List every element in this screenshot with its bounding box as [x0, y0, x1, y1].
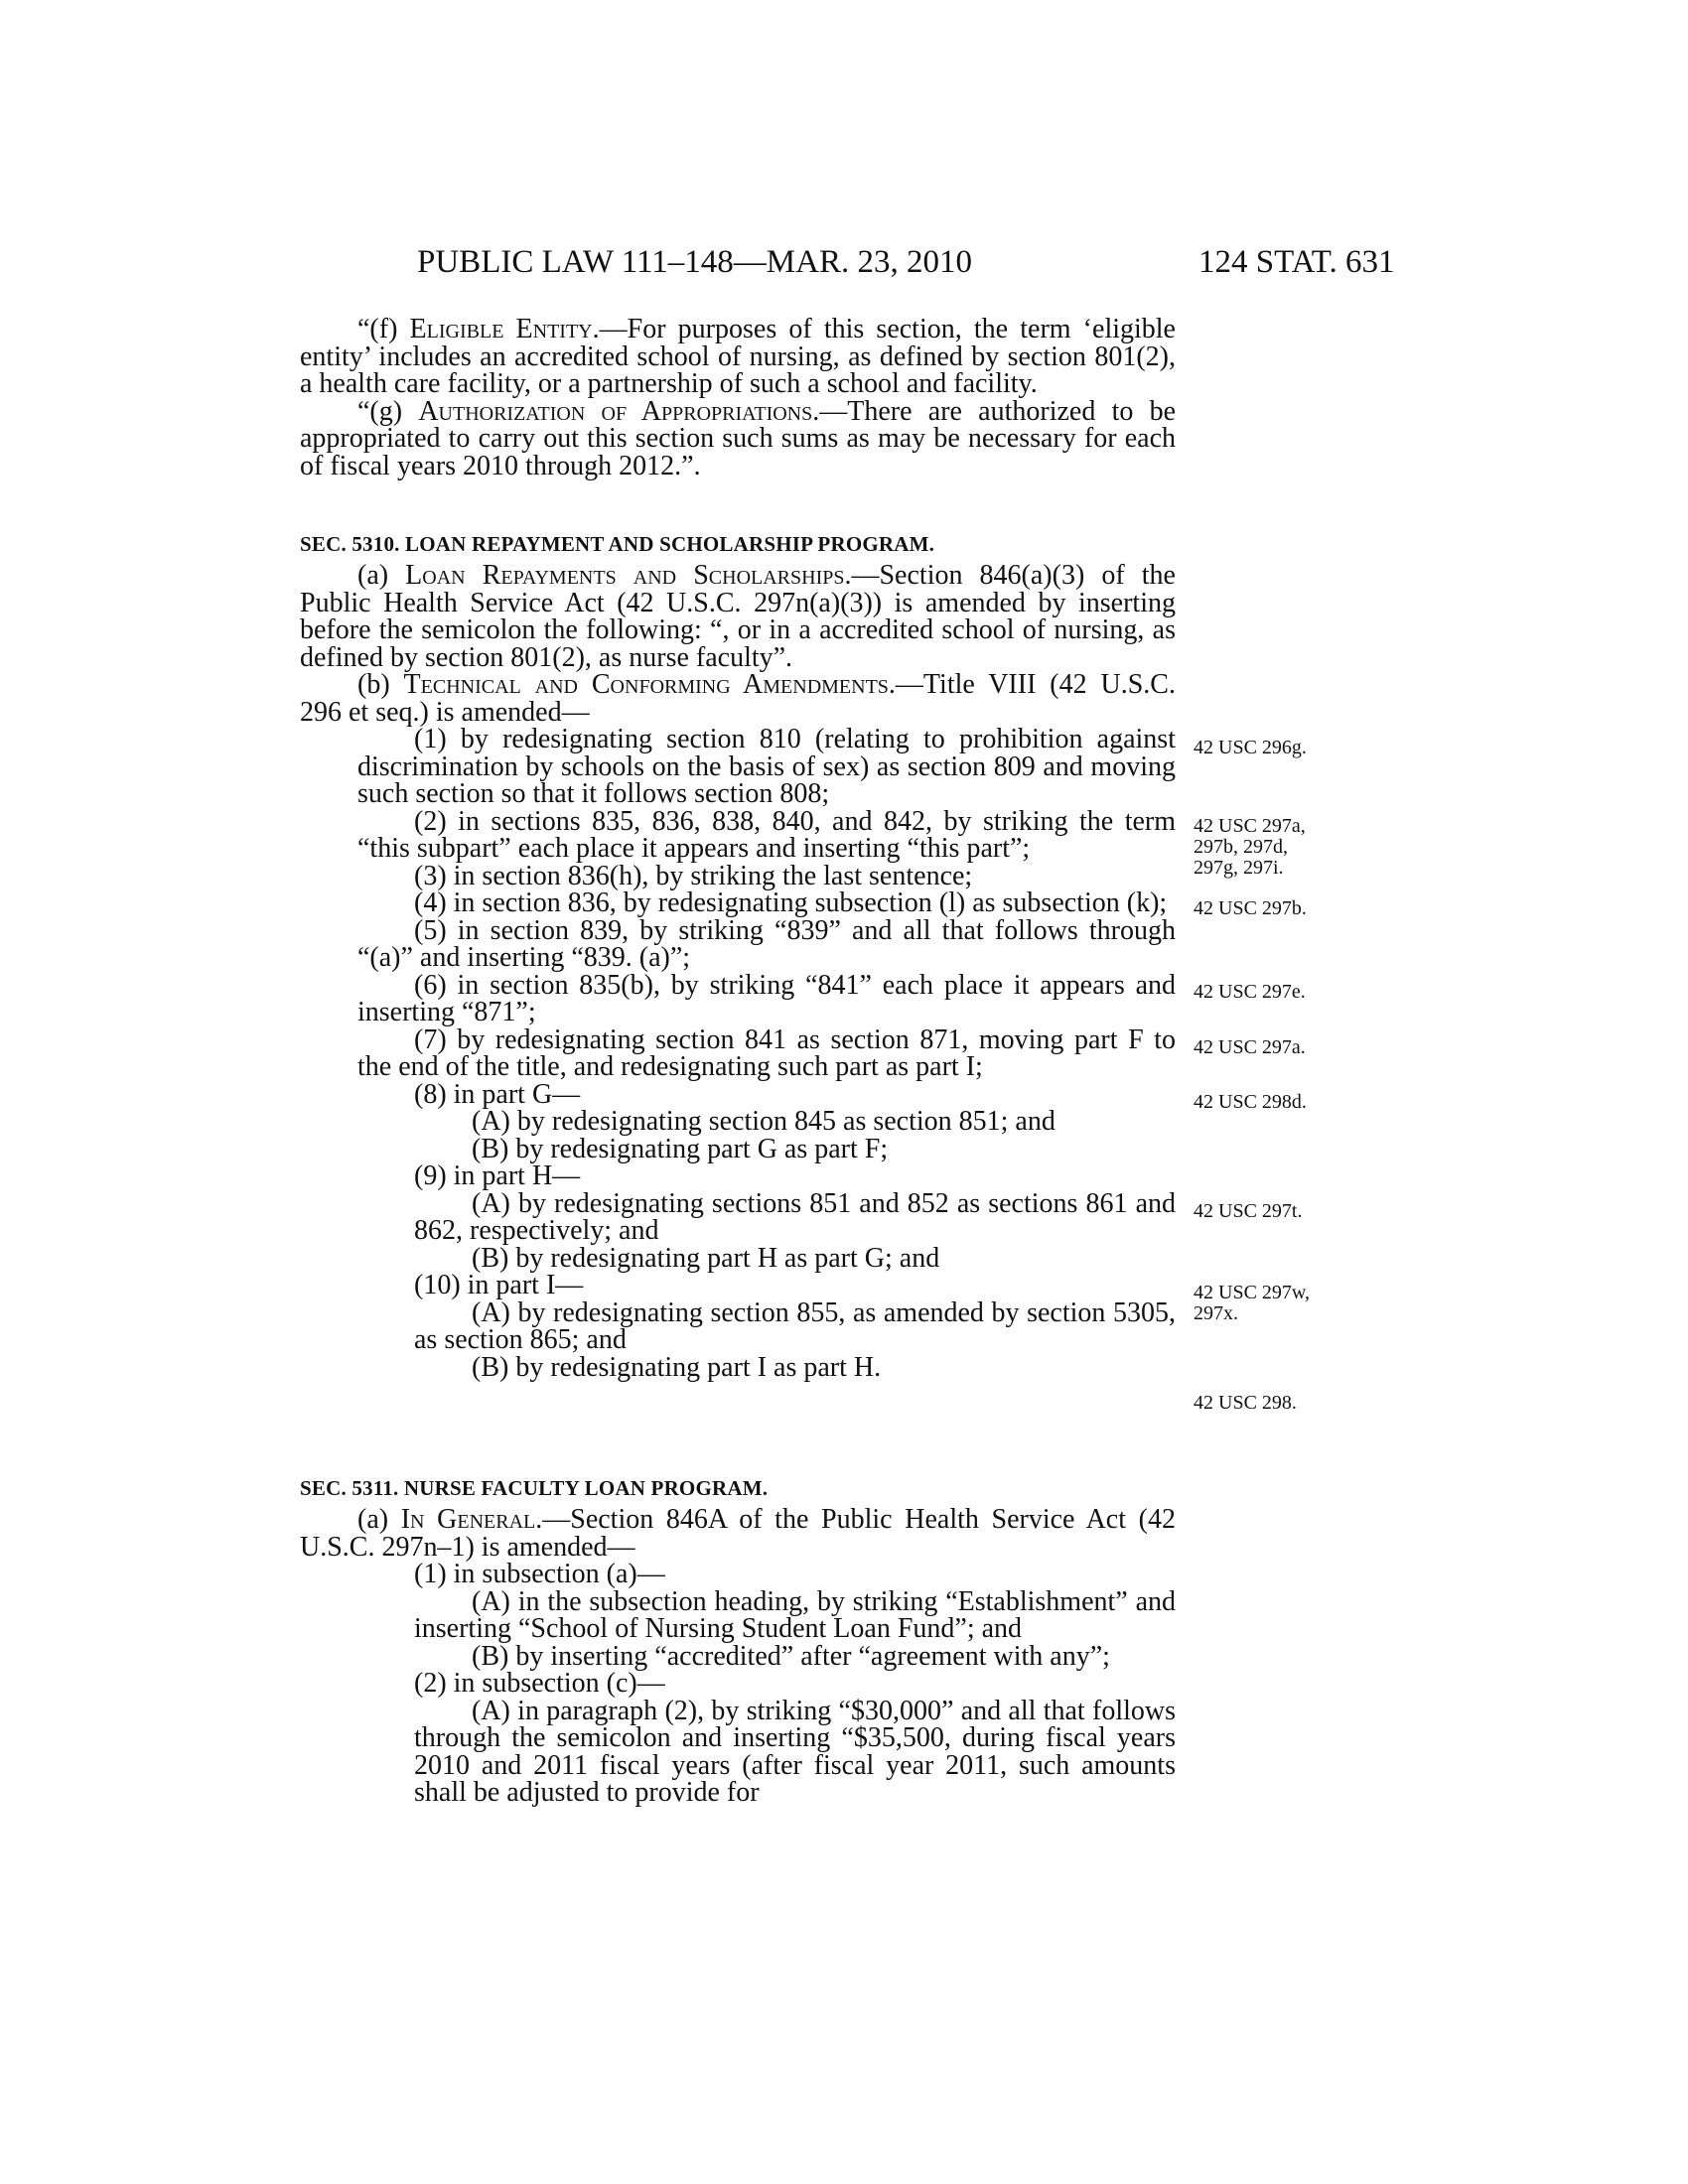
section-5311-heading: SEC. 5311. NURSE FACULTY LOAN PROGRAM. [300, 1476, 769, 1500]
paragraph-9-B: (B) by redesignating part H as part G; and [472, 1242, 940, 1274]
subsection-a: (a) Loan Repayments and Scholarships.—Section 846(a)(3) of the Public Health Service Act (42 U.S.C. 297n(a)(3)) is amended by inserting before the semicolon the following: “, or in a accredited school of nursing, as defined by section 801(2), as nurse faculty”. [300, 560, 1176, 673]
subsection-b: (b) Technical and Conforming Amendments.—Title VIII (42 U.S.C. 296 et seq.) is amended— [300, 669, 1176, 728]
margin-note: 42 USC 298. [1194, 1392, 1297, 1414]
section-5310-heading: SEC. 5310. LOAN REPAYMENT AND SCHOLARSHIP PROGRAM. [300, 532, 935, 556]
paragraph-2-5311: (2) in subsection (c)— [414, 1668, 665, 1699]
paragraph-10: (10) in part I— [414, 1270, 584, 1300]
page-stat-number: 124 STAT. 631 [1198, 244, 1395, 280]
margin-note: 42 USC 298d. [1194, 1091, 1307, 1113]
paragraph-2-A-5311: (A) in paragraph (2), by striking “$30,000” and all that follows through the semicolon and inserting “$35,500, during fiscal years 2010 and 2011 fiscal years (after fiscal year 2011, such amounts shall be adjusted to provide for [414, 1695, 1176, 1808]
paragraph-6: (6) in section 835(b), by striking “841” each place it appears and inserting “871”; [357, 969, 1176, 1027]
paragraph-2: (2) in sections 835, 836, 838, 840, and 842, by striking the term “this subpart” each place it appears and inserting “this part”; [357, 805, 1176, 864]
paragraph-8-B: (B) by redesignating part G as part F; [472, 1133, 889, 1164]
margin-note: 42 USC 297t. [1194, 1200, 1303, 1222]
margin-note: 42 USC 297w, 297x. [1194, 1282, 1311, 1324]
section-5311-body [300, 1506, 1176, 1807]
paragraph-7: (7) by redesignating section 841 as section 871, moving part F to the end of the title, and redesignating such part as part I; [357, 1024, 1176, 1082]
paragraph-8: (8) in part G— [414, 1078, 581, 1110]
paragraph-10-B: (B) by redesignating part I as part H. [472, 1351, 882, 1383]
paragraph-10-A: (A) by redesignating section 855, as amended by section 5305, as section 865; and [414, 1297, 1176, 1355]
paragraph-g: “(g) Authorization of Appropriations.—There are authorized to be appropriated to carry out this section such sums as may be necessary for each of fiscal years 2010 through 2012.”. [300, 395, 1177, 481]
paragraph-9: (9) in part H— [414, 1160, 581, 1191]
paragraph-1-A-5311: (A) in the subsection heading, by striking “Establishment” and inserting “School of Nursing Student Loan Fund”; and [414, 1585, 1176, 1644]
margin-note: 42 USC 297a, 297b, 297d, 297g, 297i. [1194, 815, 1306, 879]
paragraph-1-B-5311: (B) by inserting “accredited” after “agreement with any”; [472, 1640, 1110, 1672]
margin-note: 42 USC 297a. [1194, 1036, 1306, 1058]
paragraph-4: (4) in section 836, by redesignating subsection (l) as subsection (k); [414, 887, 1168, 918]
section-5310-body [300, 562, 1176, 1381]
subsection-a-5311: (a) In General.—Section 846A of the Public Health Service Act (42 U.S.C. 297n–1) is amended— [300, 1504, 1176, 1563]
margin-note: 42 USC 297e. [1194, 981, 1306, 1003]
paragraph-3: (3) in section 836(h), by striking the last sentence; [414, 860, 973, 891]
paragraph-5: (5) in section 839, by striking “839” and all that follows through “(a)” and inserting “839. (a)”; [357, 914, 1176, 973]
paragraph-8-A: (A) by redesignating section 845 as section 851; and [472, 1106, 1055, 1137]
paragraph-f: “(f) Eligible Entity.—For purposes of this section, the term ‘eligible entity’ includes an accredited school of nursing, as defined by section 801(2), a health care facility, or a partnership of such a school and facility. [300, 314, 1176, 399]
margin-note: 42 USC 297b. [1194, 897, 1307, 919]
paragraph-1: (1) by redesignating section 810 (relating to prohibition against discrimination by schools on the basis of sex) as section 809 and moving such section so that it follows section 808; [357, 724, 1176, 809]
section-continuation [300, 316, 1176, 479]
paragraph-9-A: (A) by redesignating sections 851 and 852 as sections 861 and 862, respectively; and [414, 1187, 1176, 1246]
paragraph-1-5311: (1) in subsection (a)— [414, 1559, 665, 1589]
running-header-left: PUBLIC LAW 111–148—MAR. 23, 2010 [417, 244, 972, 280]
margin-note: 42 USC 296g. [1194, 737, 1307, 758]
